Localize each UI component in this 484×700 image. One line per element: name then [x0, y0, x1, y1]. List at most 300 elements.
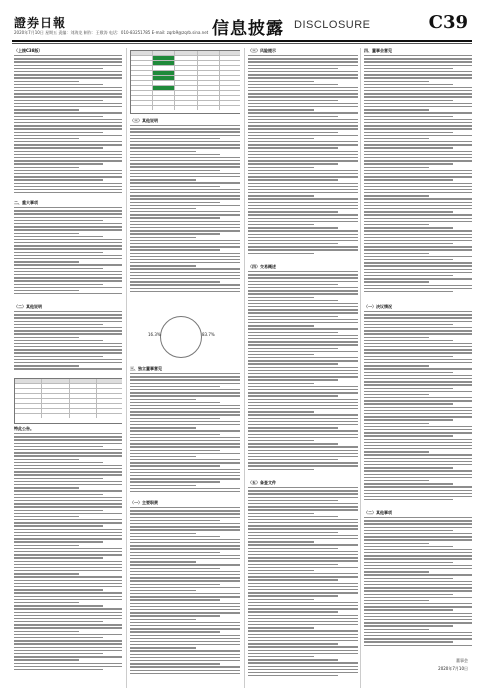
text-line — [248, 506, 358, 507]
text-line — [130, 243, 240, 244]
text-line — [130, 163, 240, 164]
text-line — [364, 170, 472, 171]
text-line — [14, 163, 103, 164]
text-line — [14, 462, 103, 463]
text-line — [364, 224, 429, 225]
text-line — [248, 595, 338, 596]
text-line — [364, 337, 429, 338]
text-line — [248, 249, 358, 250]
text-line — [130, 526, 240, 527]
text-line — [364, 227, 453, 228]
text-line — [364, 205, 472, 206]
text-line — [364, 243, 453, 244]
text-line — [14, 449, 122, 450]
text-line — [364, 622, 472, 623]
text-line — [14, 669, 103, 670]
text-line — [248, 96, 358, 97]
text-line — [14, 541, 103, 542]
text-line — [248, 554, 358, 555]
text-line — [130, 217, 220, 218]
text-line — [14, 264, 122, 265]
text-line — [14, 55, 122, 56]
text-line — [248, 656, 314, 657]
text-line — [248, 383, 314, 384]
text-line — [14, 122, 122, 123]
text-line — [130, 657, 240, 658]
text-line — [248, 354, 314, 355]
text-line — [364, 324, 453, 325]
text-line — [364, 125, 472, 126]
text-line — [364, 552, 472, 553]
text-line — [14, 173, 122, 174]
text-line — [248, 376, 358, 377]
text-line — [14, 605, 103, 606]
text-line — [14, 583, 122, 584]
column-1 — [14, 48, 122, 688]
text-line — [248, 189, 358, 190]
body-text — [364, 311, 472, 500]
text-line — [248, 290, 358, 291]
text-line — [130, 284, 240, 285]
text-line — [14, 349, 122, 350]
text-line — [14, 656, 122, 657]
text-line — [14, 548, 122, 549]
text-line — [364, 616, 472, 617]
text-line — [364, 211, 453, 212]
text-line — [14, 506, 122, 507]
text-line — [248, 253, 314, 254]
text-line — [14, 586, 122, 587]
text-line — [14, 573, 79, 574]
text-line — [364, 400, 472, 401]
text-line — [14, 327, 122, 328]
text-line — [248, 450, 358, 451]
text-line — [364, 281, 429, 282]
text-line — [130, 182, 240, 183]
text-line — [14, 109, 79, 110]
text-line — [130, 440, 240, 441]
text-line — [14, 592, 122, 593]
text-line — [248, 167, 314, 168]
text-line — [14, 176, 122, 177]
text-line — [130, 647, 196, 648]
text-line — [130, 399, 196, 400]
text-line — [364, 163, 453, 164]
text-line — [248, 93, 358, 94]
text-line — [14, 362, 122, 363]
text-line — [130, 230, 240, 231]
text-line — [364, 132, 453, 133]
text-line — [364, 527, 472, 528]
text-line — [14, 468, 122, 469]
text-line — [14, 252, 103, 253]
text-line — [364, 458, 472, 459]
text-line — [14, 77, 122, 78]
text-line — [248, 408, 358, 409]
text-line — [130, 205, 240, 206]
text-line — [248, 81, 314, 82]
text-line — [248, 237, 358, 238]
text-line — [130, 644, 240, 645]
text-line — [364, 160, 472, 161]
text-line — [364, 151, 472, 152]
text-line — [130, 587, 240, 588]
text-line — [248, 55, 358, 56]
header-rule-thin — [12, 43, 472, 44]
pie-label: 16.3% — [148, 332, 161, 337]
text-line — [130, 577, 240, 578]
article-block — [130, 500, 240, 680]
text-line — [248, 637, 358, 638]
block-heading: （一）决议情况 — [364, 304, 392, 309]
text-line — [248, 579, 338, 580]
text-line — [364, 549, 472, 550]
text-line — [364, 288, 472, 289]
text-line — [364, 141, 472, 142]
text-line — [14, 624, 122, 625]
text-line — [248, 363, 338, 364]
text-line — [364, 84, 453, 85]
text-line — [130, 459, 240, 460]
text-line — [248, 319, 358, 320]
text-line — [364, 192, 472, 193]
text-line — [130, 670, 240, 671]
text-line — [364, 368, 472, 369]
text-line — [130, 176, 240, 177]
text-line — [248, 344, 358, 345]
text-line — [248, 608, 358, 609]
text-line — [130, 606, 240, 607]
text-line — [14, 242, 122, 243]
text-line — [130, 141, 240, 142]
text-line — [14, 258, 122, 259]
text-line — [364, 372, 453, 373]
text-line — [364, 362, 472, 363]
text-line — [248, 659, 338, 660]
text-line — [130, 580, 240, 581]
text-line — [248, 84, 338, 85]
text-line — [14, 561, 122, 562]
text-line — [14, 160, 122, 161]
text-line — [248, 274, 358, 275]
text-line — [248, 281, 358, 282]
text-line — [364, 74, 472, 75]
text-line — [14, 68, 103, 69]
text-line — [14, 615, 122, 616]
text-line — [14, 154, 122, 155]
text-line — [14, 545, 79, 546]
text-line — [130, 510, 240, 511]
text-line — [364, 265, 472, 266]
text-line — [364, 157, 472, 158]
text-line — [14, 455, 122, 456]
text-line — [14, 340, 103, 341]
text-line — [130, 414, 240, 415]
text-line — [248, 421, 358, 422]
text-line — [130, 517, 240, 518]
text-line — [14, 103, 122, 104]
text-line — [14, 519, 122, 520]
block-heading: 二、重大事项 — [14, 200, 38, 205]
text-line — [364, 645, 472, 646]
text-line — [130, 202, 220, 203]
text-line — [364, 103, 472, 104]
text-line — [14, 213, 122, 214]
text-line — [248, 335, 358, 336]
text-line — [248, 309, 358, 310]
pie-figure — [130, 304, 240, 312]
text-line — [364, 230, 472, 231]
block-heading: 特此公告。 — [14, 426, 34, 431]
block-heading: （三）其他说明 — [130, 118, 158, 123]
text-line — [14, 500, 122, 501]
text-line — [364, 77, 472, 78]
text-line — [130, 128, 240, 129]
text-line — [14, 280, 122, 281]
text-line — [364, 189, 472, 190]
text-line — [14, 436, 122, 437]
text-line — [130, 411, 240, 412]
text-line — [248, 440, 314, 441]
text-line — [248, 122, 358, 123]
text-line — [248, 211, 338, 212]
text-line — [130, 395, 240, 396]
text-line — [364, 448, 472, 449]
text-line — [248, 532, 338, 533]
text-line — [14, 84, 103, 85]
text-line — [364, 214, 472, 215]
article-block — [130, 118, 240, 298]
text-line — [364, 96, 472, 97]
text-line — [14, 210, 122, 211]
text-line — [364, 606, 472, 607]
text-line — [14, 311, 122, 312]
text-line — [130, 638, 240, 639]
text-line — [14, 268, 103, 269]
text-line — [130, 641, 240, 642]
text-line — [248, 198, 358, 199]
text-line — [14, 513, 122, 514]
text-line — [364, 397, 472, 398]
text-line — [248, 611, 338, 612]
text-line — [14, 116, 103, 117]
block-heading: 四、董事会意见 — [364, 48, 392, 53]
text-line — [248, 192, 358, 193]
text-line — [14, 290, 79, 291]
text-line — [364, 269, 472, 270]
text-line — [364, 403, 453, 404]
text-line — [130, 138, 220, 139]
issue-meta-line: 2020年7月10日 星期五 责编：刘海龙 制作：王敬涛 电话：010-83251785 E-mail: zqrb9@zqrb.sina.net — [14, 30, 209, 35]
text-line — [130, 421, 240, 422]
text-line — [130, 453, 240, 454]
text-line — [14, 106, 122, 107]
text-line — [248, 303, 358, 304]
text-line — [364, 119, 472, 120]
text-line — [130, 383, 240, 384]
text-line — [248, 214, 358, 215]
text-line — [14, 522, 122, 523]
text-line — [248, 61, 358, 62]
text-line — [14, 96, 122, 97]
text-line — [248, 367, 358, 368]
body-text — [130, 507, 240, 674]
text-line — [364, 470, 472, 471]
text-line — [130, 198, 240, 199]
text-line — [364, 461, 472, 462]
text-line — [14, 589, 103, 590]
text-line — [14, 179, 103, 180]
text-line — [130, 144, 240, 145]
text-line — [130, 170, 220, 171]
text-line — [14, 217, 122, 218]
text-line — [248, 456, 358, 457]
text-line — [14, 474, 122, 475]
text-line — [130, 462, 240, 463]
text-line — [14, 659, 79, 660]
text-line — [248, 163, 338, 164]
newspaper-logo: 證券日報 — [14, 16, 67, 30]
body-text — [14, 311, 122, 370]
text-line — [248, 202, 358, 203]
text-line — [364, 584, 472, 585]
body-text — [364, 517, 472, 646]
text-line — [130, 233, 220, 234]
text-line — [364, 568, 472, 569]
article-block — [14, 48, 122, 198]
text-line — [248, 418, 358, 419]
text-line — [14, 321, 122, 322]
text-line — [14, 90, 122, 91]
text-line — [14, 245, 122, 246]
text-line — [248, 392, 358, 393]
text-line — [130, 456, 196, 457]
body-text — [130, 125, 240, 292]
text-line — [248, 503, 358, 504]
text-line — [130, 173, 240, 174]
text-line — [14, 503, 122, 504]
text-line — [130, 596, 240, 597]
body-text — [14, 433, 122, 670]
text-line — [364, 333, 472, 334]
article-block — [364, 304, 472, 504]
text-line — [130, 485, 196, 486]
text-line — [248, 183, 358, 184]
text-line — [248, 405, 358, 406]
text-line — [364, 632, 472, 633]
section-title-en: DISCLOSURE — [294, 19, 371, 31]
text-line — [364, 253, 429, 254]
text-line — [248, 116, 338, 117]
text-line — [130, 619, 196, 620]
body-text — [248, 271, 358, 470]
text-line — [130, 131, 240, 132]
text-line — [248, 528, 358, 529]
text-line — [14, 125, 122, 126]
text-line — [364, 464, 472, 465]
text-line — [248, 395, 338, 396]
text-line — [14, 637, 103, 638]
text-line — [248, 522, 358, 523]
text-line — [130, 584, 220, 585]
text-line — [364, 451, 429, 452]
text-line — [248, 535, 358, 536]
text-line — [364, 71, 472, 72]
text-line — [364, 176, 472, 177]
text-line — [248, 493, 358, 494]
text-line — [130, 288, 240, 289]
text-line — [364, 597, 472, 598]
text-line — [364, 218, 472, 219]
text-line — [130, 603, 240, 604]
text-line — [248, 170, 358, 171]
body-text — [130, 373, 240, 492]
text-line — [248, 621, 358, 622]
text-line — [364, 68, 453, 69]
text-line — [14, 293, 122, 294]
text-line — [364, 173, 472, 174]
text-line — [130, 558, 240, 559]
text-line — [364, 375, 472, 376]
text-line — [364, 58, 472, 59]
text-line — [130, 548, 240, 549]
text-line — [248, 643, 338, 644]
text-line — [130, 214, 240, 215]
text-line — [130, 227, 240, 228]
text-line — [248, 459, 338, 460]
text-line — [364, 483, 453, 484]
text-line — [364, 533, 472, 534]
text-line — [130, 237, 196, 238]
text-line — [248, 106, 358, 107]
text-line — [364, 581, 472, 582]
text-line — [130, 281, 220, 282]
text-line — [364, 381, 472, 382]
body-text — [14, 207, 122, 294]
text-line — [364, 609, 453, 610]
text-line — [248, 675, 338, 676]
text-line — [364, 144, 472, 145]
text-line — [248, 634, 358, 635]
text-line — [364, 202, 472, 203]
text-line — [130, 574, 240, 575]
text-line — [248, 538, 358, 539]
text-line — [364, 154, 472, 155]
text-line — [364, 256, 472, 257]
text-line — [130, 278, 240, 279]
text-line — [248, 599, 314, 600]
body-text — [14, 55, 122, 193]
text-line — [364, 416, 472, 417]
text-line — [364, 340, 453, 341]
text-line — [248, 65, 358, 66]
pie-chart — [160, 316, 202, 358]
text-line — [130, 628, 240, 629]
text-line — [248, 246, 358, 247]
text-line — [14, 647, 122, 648]
financial-table — [130, 50, 240, 114]
text-line — [364, 641, 453, 642]
text-line — [14, 640, 122, 641]
article-block — [248, 48, 358, 258]
text-line — [248, 179, 338, 180]
text-line — [364, 467, 453, 468]
text-line — [14, 452, 122, 453]
text-line — [248, 147, 338, 148]
text-line — [364, 272, 472, 273]
text-line — [364, 603, 472, 604]
text-line — [14, 112, 122, 113]
